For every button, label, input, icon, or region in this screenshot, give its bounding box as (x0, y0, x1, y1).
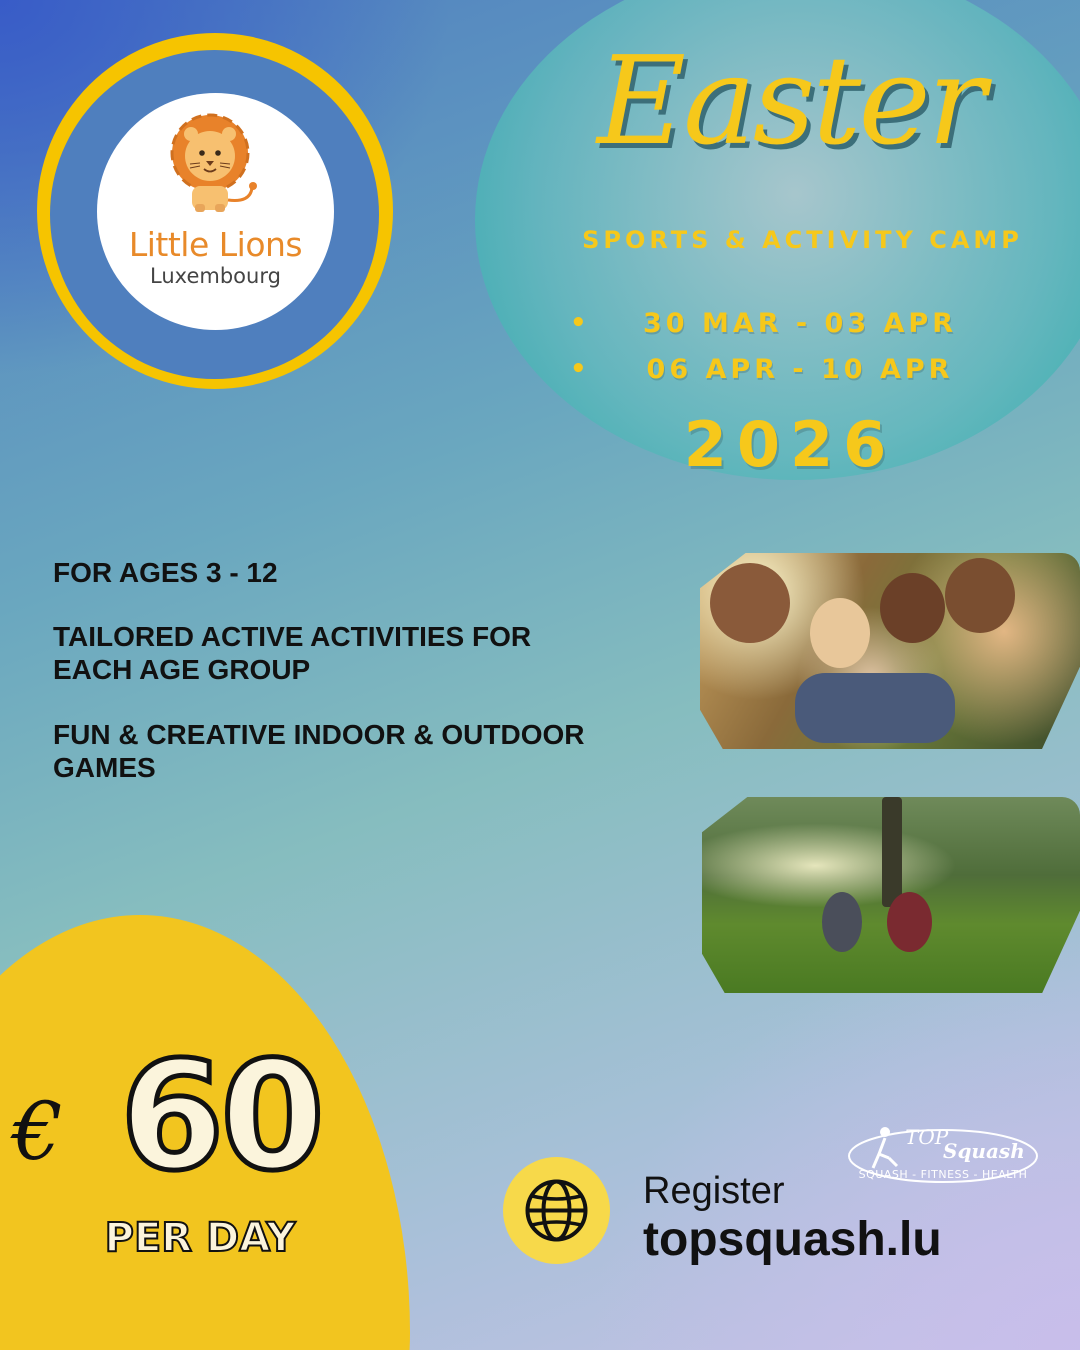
date-range-2: 06 APR - 10 APR (646, 354, 954, 385)
event-title: Easter (597, 30, 983, 172)
brand-tagline: SQUASH - FITNESS - HEALTH (858, 1168, 1028, 1181)
event-year: 2026 (683, 408, 897, 481)
globe-icon (503, 1157, 610, 1264)
svg-text:Squash: Squash (943, 1139, 1025, 1163)
event-subtitle: SPORTS & ACTIVITY CAMP (582, 226, 1023, 254)
register-button[interactable] (503, 1157, 610, 1264)
feature-ages: FOR AGES 3 - 12 (53, 557, 278, 588)
svg-text:TOP: TOP (905, 1125, 949, 1149)
date-row-2 (570, 354, 990, 390)
feature-games: FUN & CREATIVE INDOOR & OUTDOOR GAMES (53, 719, 585, 783)
bullet: • (570, 354, 587, 384)
feature-activities: TAILORED ACTIVE ACTIVITIES FOR EACH AGE GROUP (53, 621, 532, 685)
date-range-1: 30 MAR - 03 APR (643, 308, 957, 339)
price-unit: PER DAY (104, 1215, 296, 1261)
photo-kids-in-park (702, 797, 1080, 993)
bullet: • (570, 308, 587, 338)
register-label: Register (643, 1170, 785, 1212)
photo-children-playing (700, 553, 1080, 749)
logo-name: Little Lions (128, 225, 303, 264)
register-link[interactable]: topsquash.lu (643, 1213, 942, 1266)
logo-location: Luxembourg (150, 264, 281, 288)
currency-symbol: € (12, 1085, 63, 1178)
price-amount: 60 (120, 1030, 321, 1204)
lion-icon (160, 108, 270, 218)
date-row-1 (570, 308, 990, 344)
